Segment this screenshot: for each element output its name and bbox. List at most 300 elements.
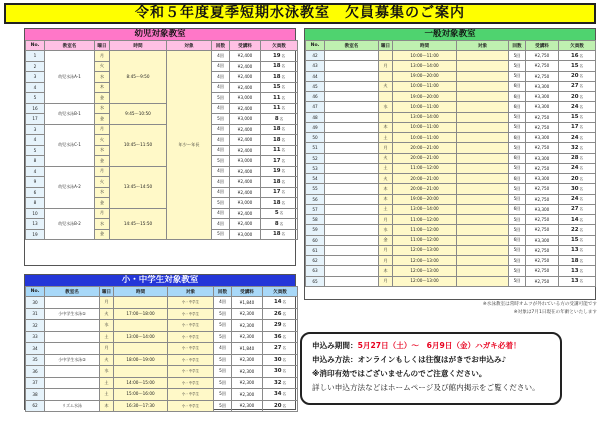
course-cell [45, 366, 100, 378]
header-day: 曜日 [379, 41, 393, 51]
target-cell: 小・中学生 [168, 354, 214, 366]
time-cell: 13:00～14:00 [393, 204, 457, 214]
vacancy-unit: 名 [279, 116, 284, 121]
note-line: ※水泳教室は常時オムツが外れている方の受講可能です [482, 302, 597, 307]
vacancy-cell [559, 92, 596, 102]
vacancy-unit: 名 [579, 197, 584, 202]
no-cell: 8 [26, 156, 45, 167]
table-row [26, 208, 298, 219]
vacancy-unit: 名 [281, 158, 286, 163]
target-cell [457, 163, 509, 173]
time-cell [114, 297, 168, 309]
fee-cell: ¥2,400 [230, 72, 261, 83]
day-cell: 月 [95, 208, 110, 219]
day-cell: 月 [379, 61, 393, 71]
vacancy-count: 13 [570, 278, 579, 285]
vacancy-count: 18 [272, 63, 281, 70]
times-cell: 5回 [212, 156, 230, 167]
vacancy-count: 18 [272, 73, 281, 80]
vacancy-unit: 名 [282, 311, 287, 316]
header-time: 時間 [393, 41, 457, 51]
vacancy-count: 26 [273, 310, 282, 317]
course-cell [325, 163, 379, 173]
table-row [306, 102, 596, 112]
fee-cell: ¥2,400 [230, 187, 261, 198]
vacancy-count: 19 [272, 52, 281, 59]
vacancy-unit: 名 [279, 211, 284, 216]
vacancy-cell [261, 103, 298, 114]
vacancy-cell [261, 124, 298, 135]
times-cell: 5回 [214, 389, 232, 401]
target-cell: 小・中学生 [168, 331, 214, 343]
times-cell: 5回 [509, 225, 526, 235]
general-header-row [306, 41, 596, 51]
time-cell: 13:00～14:00 [393, 112, 457, 122]
header-course: 教室名 [325, 41, 379, 51]
times-cell: 6回 [509, 204, 526, 214]
fee-cell: ¥2,400 [230, 61, 261, 72]
time-cell: 16:30～17:30 [114, 400, 168, 412]
table-row [306, 61, 596, 71]
junior-table [25, 286, 298, 412]
fee-cell: ¥2,750 [526, 266, 559, 276]
no-cell: 8 [26, 198, 45, 209]
times-cell: 5回 [212, 114, 230, 125]
day-cell: 月 [95, 166, 110, 177]
table-row [26, 354, 298, 366]
header-target: 対象 [168, 287, 214, 297]
fee-cell: ¥3,000 [230, 198, 261, 209]
table-row [26, 166, 298, 177]
day-cell: 金 [95, 198, 110, 209]
vacancy-cell [263, 354, 298, 366]
times-cell: 6回 [509, 174, 526, 184]
vacancy-cell [559, 61, 596, 71]
application-info-box [300, 332, 562, 405]
no-cell: 65 [306, 276, 325, 286]
vacancy-unit: 名 [579, 238, 584, 243]
no-cell: 58 [306, 215, 325, 225]
vacancy-cell [559, 112, 596, 122]
vacancy-count: 17 [570, 124, 579, 131]
times-cell: 5回 [214, 366, 232, 378]
vacancy-unit: 名 [282, 403, 287, 408]
header-course: 教室名 [45, 41, 95, 51]
vacancy-count: 32 [273, 379, 282, 386]
day-cell [379, 92, 393, 102]
no-cell: 5 [26, 93, 45, 104]
no-cell: 55 [306, 184, 325, 194]
vacancy-cell [261, 198, 298, 209]
vacancy-cell [559, 266, 596, 276]
no-cell: 35 [26, 354, 45, 366]
target-cell: 小・中学生 [168, 366, 214, 378]
vacancy-count: 18 [272, 231, 281, 238]
fee-cell: ¥2,400 [230, 145, 261, 156]
times-cell: 5回 [509, 163, 526, 173]
day-cell: 土 [100, 389, 114, 401]
vacancy-count: 8 [274, 220, 279, 227]
course-cell [325, 204, 379, 214]
fee-cell: ¥3,300 [526, 92, 559, 102]
vacancy-unit: 名 [282, 323, 287, 328]
no-cell: 13 [26, 219, 45, 230]
course-cell [325, 245, 379, 255]
fee-cell: ¥2,750 [526, 61, 559, 71]
table-row [306, 256, 596, 266]
fee-cell: ¥3,300 [526, 102, 559, 112]
method-label: 申込み方法： [312, 355, 358, 364]
vacancy-count: 20 [273, 402, 282, 409]
vacancy-count: 27 [570, 83, 579, 90]
vacancy-cell [263, 389, 298, 401]
day-cell: 水 [95, 103, 110, 114]
vacancy-cell [261, 145, 298, 156]
vacancy-unit: 名 [579, 268, 584, 273]
vacancy-cell [261, 208, 298, 219]
day-cell: 月 [379, 276, 393, 286]
fee-cell: ¥2,750 [526, 163, 559, 173]
vacancy-unit: 名 [579, 84, 584, 89]
course-cell [45, 297, 100, 309]
vacancy-cell [559, 204, 596, 214]
time-cell: 19:00～20:00 [393, 71, 457, 81]
course-cell [325, 122, 379, 132]
no-cell: 53 [306, 163, 325, 173]
times-cell: 4回 [212, 51, 230, 62]
time-cell: 20:00～21:00 [393, 184, 457, 194]
course-cell [325, 194, 379, 204]
times-cell: 4回 [212, 187, 230, 198]
day-cell: 月 [379, 245, 393, 255]
vacancy-cell [559, 235, 596, 245]
table-row [26, 400, 298, 412]
day-cell: 火 [379, 174, 393, 184]
table-row [306, 122, 596, 132]
vacancy-count: 17 [272, 189, 281, 196]
kids-section [24, 28, 296, 266]
target-cell: 小・中学生 [168, 308, 214, 320]
day-cell: 月 [379, 215, 393, 225]
day-cell: 月 [95, 51, 110, 62]
no-cell: 2 [26, 61, 45, 72]
fee-cell: ¥2,400 [230, 219, 261, 230]
time-cell: 13:45～14:50 [110, 166, 167, 208]
vacancy-count: 30 [273, 356, 282, 363]
vacancy-cell [559, 276, 596, 286]
times-cell: 6回 [509, 81, 526, 91]
header-fee: 受講料 [230, 41, 261, 51]
day-cell: 土 [379, 204, 393, 214]
vacancy-unit: 名 [579, 125, 584, 130]
times-cell: 5回 [509, 61, 526, 71]
times-cell: 5回 [509, 256, 526, 266]
course-cell [325, 266, 379, 276]
target-cell [457, 184, 509, 194]
vacancy-unit: 名 [282, 369, 287, 374]
times-cell: 4回 [212, 135, 230, 146]
header-target: 対象 [167, 41, 212, 51]
vacancy-cell [559, 122, 596, 132]
fee-cell: ¥2,300 [232, 389, 263, 401]
fee-cell: ¥3,300 [526, 81, 559, 91]
header-no: No. [306, 41, 325, 51]
course-cell [325, 225, 379, 235]
day-cell: 水 [379, 225, 393, 235]
page-title: 令和５年度夏季短期水泳教室 欠員募集のご案内 [4, 3, 596, 24]
period-label: 申込み期間： [312, 341, 358, 350]
no-cell: 4 [26, 82, 45, 93]
fee-cell: ¥2,300 [232, 377, 263, 389]
vacancy-count: 11 [272, 147, 281, 154]
vacancy-count: 18 [272, 136, 281, 143]
table-row [306, 235, 596, 245]
vacancy-unit: 名 [282, 357, 287, 362]
vacancy-unit: 名 [281, 53, 286, 58]
time-cell: 9:45～10:50 [110, 103, 167, 124]
vacancy-unit: 名 [579, 104, 584, 109]
general-table [305, 40, 596, 287]
method-value: オンラインもしくは往復はがきでお申込み♪ [357, 355, 507, 364]
vacancy-count: 27 [570, 206, 579, 213]
time-cell: 19:00～20:00 [393, 194, 457, 204]
vacancy-cell [261, 114, 298, 125]
table-row [306, 143, 596, 153]
target-cell: 小・中学生 [168, 400, 214, 412]
vacancy-unit: 名 [579, 176, 584, 181]
no-cell: 38 [26, 389, 45, 401]
target-cell [457, 194, 509, 204]
table-row [306, 163, 596, 173]
vacancy-unit: 名 [579, 135, 584, 140]
header-no: No. [26, 287, 45, 297]
no-cell: 45 [306, 81, 325, 91]
vacancy-cell [263, 308, 298, 320]
day-cell: 火 [100, 354, 114, 366]
fee-cell: ¥2,300 [232, 400, 263, 412]
times-cell: 5回 [509, 51, 526, 61]
time-cell: 10:00～11:00 [393, 102, 457, 112]
times-cell: 5回 [509, 71, 526, 81]
no-cell: 36 [26, 366, 45, 378]
fee-cell: ¥2,400 [230, 103, 261, 114]
times-cell: 4回 [212, 177, 230, 188]
no-cell: 46 [306, 92, 325, 102]
vacancy-unit: 名 [579, 258, 584, 263]
target-cell [457, 102, 509, 112]
times-cell: 5回 [509, 215, 526, 225]
day-cell: 木 [379, 266, 393, 276]
times-cell: 5回 [214, 400, 232, 412]
no-cell: 61 [306, 245, 325, 255]
vacancy-cell [559, 184, 596, 194]
table-row [26, 389, 298, 401]
table-row [306, 133, 596, 143]
table-row [306, 81, 596, 91]
course-cell [325, 153, 379, 163]
fee-cell: ¥3,300 [526, 133, 559, 143]
times-cell: 5回 [509, 112, 526, 122]
course-cell: 幼児水泳C-1 [45, 124, 95, 166]
vacancy-cell [263, 331, 298, 343]
vacancy-count: 29 [273, 322, 282, 329]
no-cell: 62 [26, 400, 45, 412]
vacancy-cell [261, 156, 298, 167]
day-cell: 火 [95, 177, 110, 188]
time-cell: 11:00～12:00 [393, 225, 457, 235]
table-row [26, 331, 298, 343]
time-cell: 11:00～12:00 [393, 235, 457, 245]
course-cell: 小中学生水泳① [45, 308, 100, 320]
vacancy-cell [559, 51, 596, 61]
time-cell: 15:00～16:00 [114, 389, 168, 401]
no-cell: 51 [306, 143, 325, 153]
day-cell: 金 [379, 235, 393, 245]
time-cell: 10:00～11:00 [393, 133, 457, 143]
time-cell: 14:45～15:50 [110, 208, 167, 240]
vacancy-count: 14 [570, 216, 579, 223]
day-cell: 木 [379, 194, 393, 204]
day-cell: 月 [379, 256, 393, 266]
vacancy-unit: 名 [579, 94, 584, 99]
course-cell: 幼児水泳A-2 [45, 166, 95, 208]
header-day: 曜日 [100, 287, 114, 297]
table-row [306, 174, 596, 184]
vacancy-unit: 名 [579, 63, 584, 68]
detail-note: 詳しい申込方法などはホームページ及び館内掲示をご覧ください。 [312, 383, 540, 392]
day-cell: 月 [100, 297, 114, 309]
times-cell: 5回 [509, 194, 526, 204]
times-cell: 5回 [212, 229, 230, 240]
vacancy-cell [261, 82, 298, 93]
times-cell: 5回 [214, 354, 232, 366]
vacancy-unit: 名 [579, 115, 584, 120]
table-row [306, 225, 596, 235]
no-cell: 37 [26, 377, 45, 389]
times-cell: 5回 [509, 245, 526, 255]
times-cell: 5回 [212, 93, 230, 104]
day-cell: 金 [95, 229, 110, 240]
general-notes [432, 301, 597, 317]
times-cell: 6回 [509, 153, 526, 163]
fee-cell: ¥2,300 [232, 331, 263, 343]
vacancy-cell [261, 177, 298, 188]
vacancy-count: 15 [570, 237, 579, 244]
header-time: 時間 [114, 287, 168, 297]
time-cell: 8:45～9:50 [110, 51, 167, 104]
vacancy-count: 13 [570, 247, 579, 254]
course-cell [325, 112, 379, 122]
course-cell: 幼児水泳A-1 [45, 51, 95, 104]
course-cell [325, 81, 379, 91]
vacancy-cell [559, 133, 596, 143]
vacancy-unit: 名 [282, 334, 287, 339]
vacancy-unit: 名 [281, 106, 286, 111]
time-cell: 12:00～13:00 [393, 245, 457, 255]
target-cell [457, 122, 509, 132]
times-cell: 4回 [212, 124, 230, 135]
day-cell: 火 [100, 308, 114, 320]
time-cell: 10:00～11:00 [393, 51, 457, 61]
day-cell: 水 [95, 219, 110, 230]
day-cell: 木 [95, 82, 110, 93]
fee-cell: ¥2,750 [526, 215, 559, 225]
vacancy-count: 14 [273, 299, 282, 306]
vacancy-unit: 名 [281, 190, 286, 195]
no-cell: 19 [26, 229, 45, 240]
vacancy-count: 11 [272, 105, 281, 112]
header-no: No. [26, 41, 45, 51]
target-cell: 小・中学生 [168, 389, 214, 401]
time-cell: 14:00～15:00 [114, 377, 168, 389]
course-cell: 幼児水泳B-1 [45, 103, 95, 124]
times-cell: 5回 [214, 308, 232, 320]
vacancy-unit: 名 [579, 156, 584, 161]
table-row [26, 51, 298, 62]
fee-cell: ¥2,400 [230, 135, 261, 146]
no-cell: 48 [306, 112, 325, 122]
times-cell: 5回 [509, 122, 526, 132]
vacancy-count: 36 [273, 333, 282, 340]
day-cell: 水 [100, 366, 114, 378]
no-cell: 50 [306, 133, 325, 143]
vacancy-cell [263, 343, 298, 355]
no-cell: 59 [306, 225, 325, 235]
fee-cell: ¥2,750 [526, 122, 559, 132]
times-cell: 5回 [509, 266, 526, 276]
vacancy-cell [261, 93, 298, 104]
no-cell: 6 [26, 187, 45, 198]
period-value: 5月27日（土）～ 6月9日（金）ハガキ必着！ [357, 341, 521, 350]
vacancy-count: 18 [272, 178, 281, 185]
course-cell [325, 184, 379, 194]
vacancy-unit: 名 [579, 227, 584, 232]
course-cell [325, 235, 379, 245]
no-cell: 52 [306, 153, 325, 163]
vacancy-count: 15 [272, 84, 281, 91]
time-cell: 13:00～14:00 [393, 61, 457, 71]
table-row [306, 276, 596, 286]
table-row [306, 153, 596, 163]
day-cell: 月 [100, 343, 114, 355]
vacancy-unit: 名 [281, 74, 286, 79]
course-cell [325, 61, 379, 71]
no-cell: 34 [26, 343, 45, 355]
header-times: 回数 [509, 41, 526, 51]
no-cell: 57 [306, 204, 325, 214]
target-cell: 年少～年長 [167, 51, 212, 240]
header-vacancy: 欠員数 [559, 41, 596, 51]
vacancy-count: 15 [570, 62, 579, 69]
target-cell [457, 133, 509, 143]
no-cell: 3 [26, 72, 45, 83]
target-cell [457, 204, 509, 214]
time-cell: 20:00～21:00 [393, 143, 457, 153]
vacancy-count: 5 [274, 210, 279, 217]
vacancy-unit: 名 [282, 346, 287, 351]
vacancy-cell [559, 194, 596, 204]
target-cell [457, 71, 509, 81]
vacancy-count: 20 [570, 73, 579, 80]
no-cell: 54 [306, 174, 325, 184]
times-cell: 4回 [212, 72, 230, 83]
course-cell [325, 256, 379, 266]
vacancy-unit: 名 [579, 145, 584, 150]
day-cell: 火 [379, 81, 393, 91]
vacancy-unit: 名 [579, 207, 584, 212]
junior-section-title: 小・中学生対象教室 [25, 275, 295, 286]
no-cell: 5 [26, 145, 45, 156]
